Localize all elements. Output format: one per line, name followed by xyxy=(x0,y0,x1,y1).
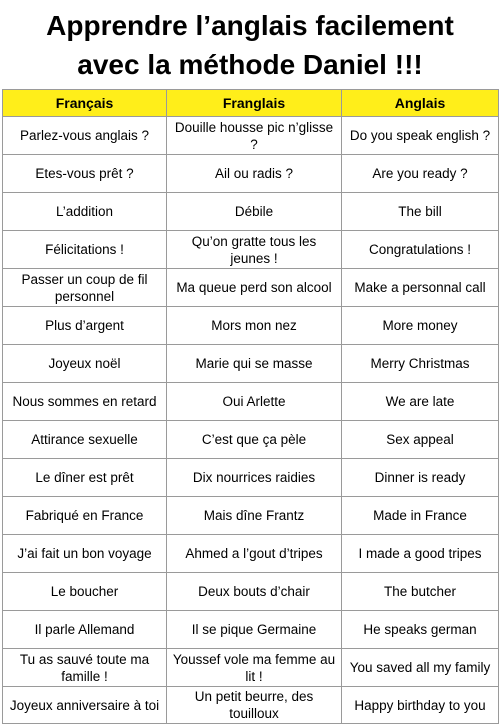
cell-franglais: Dix nourrices raidies xyxy=(167,459,342,497)
cell-francais: Joyeux noël xyxy=(3,345,167,383)
cell-anglais: Are you ready ? xyxy=(342,155,499,193)
cell-anglais: He speaks german xyxy=(342,611,499,649)
cell-anglais: Sex appeal xyxy=(342,421,499,459)
cell-francais: Passer un coup de fil personnel xyxy=(3,269,167,307)
page-title xyxy=(0,6,500,84)
cell-anglais: I made a good tripes xyxy=(342,535,499,573)
cell-franglais: C’est que ça pèle xyxy=(167,421,342,459)
cell-franglais: Qu’on gratte tous les jeunes ! xyxy=(167,231,342,269)
table-row xyxy=(3,535,499,573)
table-row xyxy=(3,193,499,231)
header-franglais: Franglais xyxy=(167,90,342,117)
table-row xyxy=(3,383,499,421)
cell-francais: J’ai fait un bon voyage xyxy=(3,535,167,573)
title-line-1: Apprendre l’anglais facilement xyxy=(46,10,454,41)
table-row xyxy=(3,269,499,307)
cell-francais: Le dîner est prêt xyxy=(3,459,167,497)
cell-francais: Plus d’argent xyxy=(3,307,167,345)
table-row xyxy=(3,307,499,345)
header-anglais: Anglais xyxy=(342,90,499,117)
table-row xyxy=(3,117,499,155)
cell-anglais: Congratulations ! xyxy=(342,231,499,269)
cell-franglais: Débile xyxy=(167,193,342,231)
cell-franglais: Ma queue perd son alcool xyxy=(167,269,342,307)
header-francais: Français xyxy=(3,90,167,117)
table-row xyxy=(3,687,499,724)
table-row xyxy=(3,155,499,193)
cell-franglais: Oui Arlette xyxy=(167,383,342,421)
cell-anglais: Dinner is ready xyxy=(342,459,499,497)
cell-anglais: You saved all my family xyxy=(342,649,499,687)
cell-anglais: More money xyxy=(342,307,499,345)
header-row xyxy=(3,90,499,117)
cell-anglais: Make a personnal call xyxy=(342,269,499,307)
cell-franglais: Mors mon nez xyxy=(167,307,342,345)
cell-franglais: Douille housse pic n’glisse ? xyxy=(167,117,342,155)
cell-franglais: Marie qui se masse xyxy=(167,345,342,383)
table-row xyxy=(3,231,499,269)
cell-anglais: Happy birthday to you xyxy=(342,687,499,724)
cell-francais: Parlez-vous anglais ? xyxy=(3,117,167,155)
table-row xyxy=(3,611,499,649)
table-row xyxy=(3,459,499,497)
cell-anglais: Made in France xyxy=(342,497,499,535)
cell-anglais: Merry Christmas xyxy=(342,345,499,383)
cell-franglais: Ahmed a l’gout d’tripes xyxy=(167,535,342,573)
cell-francais: Il parle Allemand xyxy=(3,611,167,649)
table-row xyxy=(3,649,499,687)
cell-francais: Tu as sauvé toute ma famille ! xyxy=(3,649,167,687)
table-row xyxy=(3,345,499,383)
cell-franglais: Un petit beurre, des touilloux xyxy=(167,687,342,724)
table-row xyxy=(3,573,499,611)
translation-table xyxy=(2,89,499,724)
cell-anglais: Do you speak english ? xyxy=(342,117,499,155)
cell-francais: Nous sommes en retard xyxy=(3,383,167,421)
cell-francais: Félicitations ! xyxy=(3,231,167,269)
cell-francais: Le boucher xyxy=(3,573,167,611)
cell-francais: Fabriqué en France xyxy=(3,497,167,535)
cell-franglais: Il se pique Germaine xyxy=(167,611,342,649)
title-line-2: avec la méthode Daniel !!! xyxy=(77,49,423,80)
table-row xyxy=(3,421,499,459)
cell-franglais: Mais dîne Frantz xyxy=(167,497,342,535)
cell-anglais: We are late xyxy=(342,383,499,421)
cell-franglais: Deux bouts d’chair xyxy=(167,573,342,611)
cell-francais: Attirance sexuelle xyxy=(3,421,167,459)
cell-anglais: The bill xyxy=(342,193,499,231)
cell-franglais: Ail ou radis ? xyxy=(167,155,342,193)
cell-francais: Etes-vous prêt ? xyxy=(3,155,167,193)
cell-anglais: The butcher xyxy=(342,573,499,611)
cell-francais: L’addition xyxy=(3,193,167,231)
cell-francais: Joyeux anniversaire à toi xyxy=(3,687,167,724)
cell-franglais: Youssef vole ma femme au lit ! xyxy=(167,649,342,687)
table-row xyxy=(3,497,499,535)
